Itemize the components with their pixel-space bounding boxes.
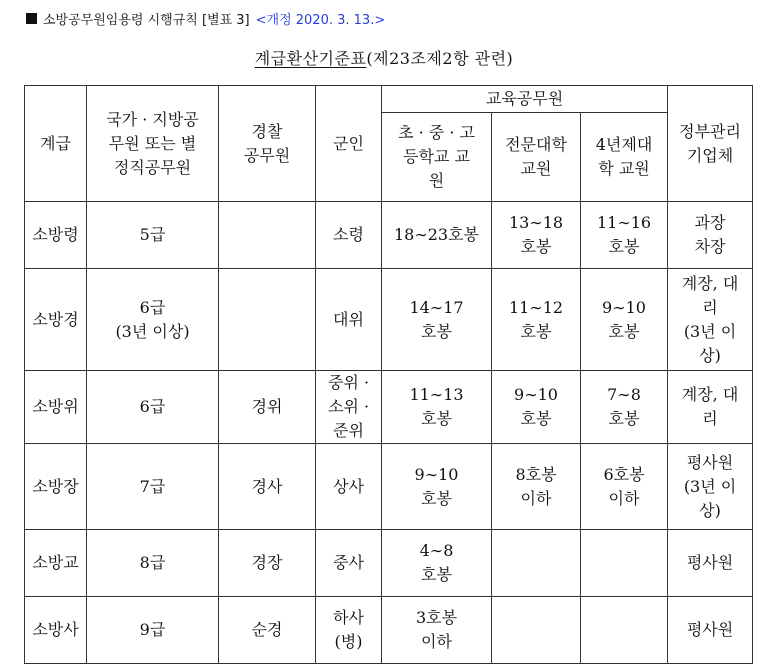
cell-university bbox=[581, 597, 668, 664]
header-school-teacher: 초 · 중 · 고 등학교 교 원 bbox=[382, 113, 492, 202]
cell-university: 9∼10 호봉 bbox=[581, 269, 668, 371]
cell-university: 11∼16 호봉 bbox=[581, 202, 668, 269]
cell-national-local: 6급 bbox=[87, 371, 219, 444]
cell-school: 18∼23호봉 bbox=[382, 202, 492, 269]
cell-school: 11∼13 호봉 bbox=[382, 371, 492, 444]
cell-military: 대위 bbox=[316, 269, 382, 371]
cell-national-local: 9급 bbox=[87, 597, 219, 664]
cell-military: 상사 bbox=[316, 444, 382, 530]
cell-national-local: 7급 bbox=[87, 444, 219, 530]
cell-university: 7∼8 호봉 bbox=[581, 371, 668, 444]
header-rank: 계급 bbox=[25, 86, 87, 202]
cell-corp: 계장, 대 리 (3년 이 상) bbox=[668, 269, 753, 371]
cell-military: 소령 bbox=[316, 202, 382, 269]
cell-school: 4∼8 호봉 bbox=[382, 530, 492, 597]
table-title-main: 계급환산기준표 bbox=[254, 49, 367, 68]
table-row bbox=[25, 530, 753, 597]
header-university-teacher: 4년제대 학 교원 bbox=[581, 113, 668, 202]
cell-rank: 소방령 bbox=[25, 202, 87, 269]
cell-rank: 소방교 bbox=[25, 530, 87, 597]
cell-national-local: 5급 bbox=[87, 202, 219, 269]
header-college-teacher: 전문대학 교원 bbox=[492, 113, 581, 202]
cell-university: 6호봉 이하 bbox=[581, 444, 668, 530]
cell-college: 13∼18 호봉 bbox=[492, 202, 581, 269]
cell-rank: 소방위 bbox=[25, 371, 87, 444]
cell-corp: 평사원 bbox=[668, 530, 753, 597]
header-row bbox=[25, 86, 753, 113]
table-title bbox=[0, 46, 768, 69]
cell-corp: 계장, 대 리 bbox=[668, 371, 753, 444]
cell-school: 9∼10 호봉 bbox=[382, 444, 492, 530]
header-public-corp: 정부관리 기업체 bbox=[668, 86, 753, 202]
cell-police: 경위 bbox=[219, 371, 316, 444]
cell-national-local: 6급 (3년 이상) bbox=[87, 269, 219, 371]
table-row bbox=[25, 597, 753, 664]
cell-college: 9∼10 호봉 bbox=[492, 371, 581, 444]
cell-corp: 평사원 bbox=[668, 597, 753, 664]
cell-national-local: 8급 bbox=[87, 530, 219, 597]
cell-military: 하사 (병) bbox=[316, 597, 382, 664]
cell-police bbox=[219, 202, 316, 269]
header-military: 군인 bbox=[316, 86, 382, 202]
header-education: 교육공무원 bbox=[382, 86, 668, 113]
revision-date: <개정 2020. 3. 13.> bbox=[255, 12, 386, 28]
cell-college: 8호봉 이하 bbox=[492, 444, 581, 530]
black-square-icon bbox=[26, 13, 37, 24]
table-row bbox=[25, 202, 753, 269]
cell-police bbox=[219, 269, 316, 371]
cell-police: 순경 bbox=[219, 597, 316, 664]
table-row bbox=[25, 444, 753, 530]
cell-rank: 소방사 bbox=[25, 597, 87, 664]
table-title-sub: (제23조제2항 관련) bbox=[366, 49, 514, 68]
cell-school: 14∼17 호봉 bbox=[382, 269, 492, 371]
cell-rank: 소방경 bbox=[25, 269, 87, 371]
cell-corp: 평사원 (3년 이 상) bbox=[668, 444, 753, 530]
cell-rank: 소방장 bbox=[25, 444, 87, 530]
cell-college bbox=[492, 597, 581, 664]
cell-police: 경장 bbox=[219, 530, 316, 597]
header-national-local: 국가 · 지방공 무원 또는 별 정직공무원 bbox=[87, 86, 219, 202]
cell-military: 중사 bbox=[316, 530, 382, 597]
cell-corp: 과장 차장 bbox=[668, 202, 753, 269]
cell-police: 경사 bbox=[219, 444, 316, 530]
cell-military: 중위 · 소위 · 준위 bbox=[316, 371, 382, 444]
table-row bbox=[25, 371, 753, 444]
regulation-reference: 소방공무원임용령 시행규칙 [별표 3] bbox=[43, 12, 250, 28]
table-row bbox=[25, 269, 753, 371]
header-police: 경찰 공무원 bbox=[219, 86, 316, 202]
cell-university bbox=[581, 530, 668, 597]
cell-college bbox=[492, 530, 581, 597]
cell-school: 3호봉 이하 bbox=[382, 597, 492, 664]
grade-conversion-table bbox=[24, 85, 753, 664]
document-header bbox=[26, 8, 385, 28]
cell-college: 11∼12 호봉 bbox=[492, 269, 581, 371]
